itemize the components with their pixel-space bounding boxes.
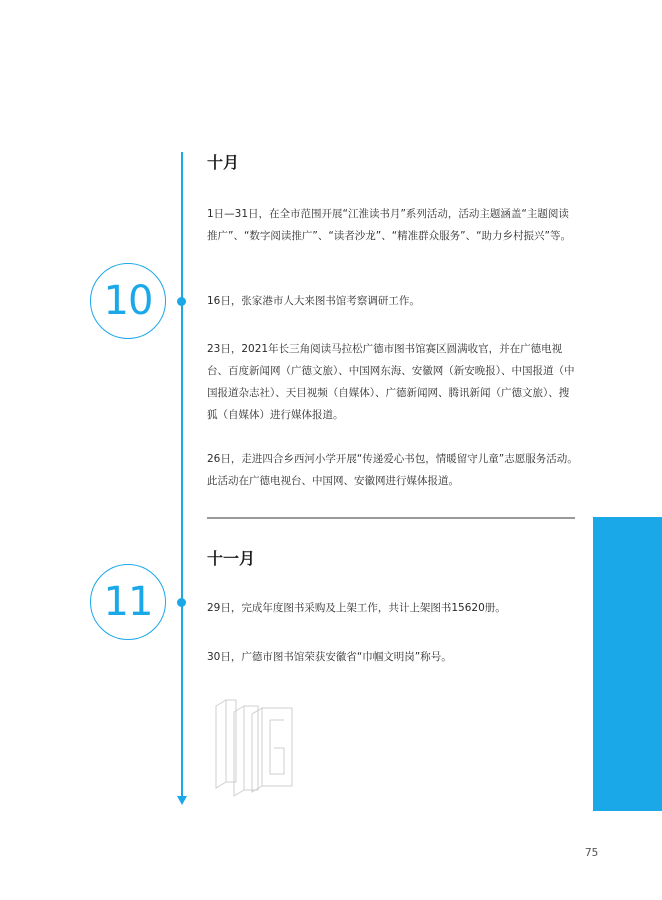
books-decoration-icon [212, 698, 312, 798]
entry-text: 16日，张家港市人大来图书馆考察调研工作。 [207, 295, 420, 307]
page-number: 75 [585, 846, 599, 859]
section-divider [207, 517, 575, 519]
entry-text: 29日，完成年度图书采购及上架工作，共计上架图书15620册。 [207, 602, 506, 614]
month-badge-number: 11 [103, 579, 153, 625]
entry-text: 23日，2021年长三角阅读马拉松广德市图书馆赛区圆满收官，并在广德电视台、百度新闻网（广德文旅）、中国网东海、安徽网（新安晚报）、中国报道（中国报道杂志社）、天目视频（自媒体）、广德新闻网、腾讯新闻（广德文旅）、搜狐（自媒体）进行媒体报道。 [207, 343, 575, 421]
entry-text: 1日—31日，在全市范围开展“江淮读书月”系列活动，活动主题涵盖“主题阅读推广”、“数字阅读推广”、“读者沙龙”、“精准群众服务”、“助力乡村振兴”等。 [207, 208, 571, 242]
timeline-arrow-icon [177, 796, 187, 805]
timeline-line [181, 152, 183, 798]
entry-text: 30日，广德市图书馆荣获安徽省“巾帼文明岗”称号。 [207, 651, 452, 663]
entry-text: 26日，走进四合乡西河小学开展“传递爱心书包，情暖留守儿童”志愿服务活动。此活动在广德电视台、中国网、安徽网进行媒体报道。 [207, 453, 578, 487]
timeline-dot [177, 598, 186, 607]
month-badge-october [90, 263, 166, 339]
timeline-dot [177, 297, 186, 306]
side-color-block [593, 517, 662, 811]
month-title-october: 十月 [207, 153, 240, 172]
month-badge-november [90, 564, 166, 640]
month-title-november: 十一月 [207, 549, 256, 568]
month-badge-number: 10 [103, 278, 153, 324]
